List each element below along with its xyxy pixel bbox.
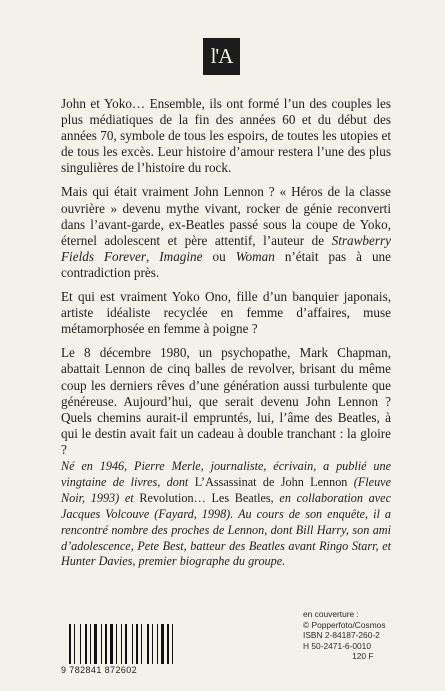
barcode-bar: [114, 624, 115, 664]
bio-text-2: (Fleuve Noir, 1993) et: [61, 474, 391, 505]
paragraph-1: John et Yoko… Ensemble, ils ont formé l’un des couples les plus médiatiques de la fin des années 60 et du début des années 70, symbole de tous les espoirs, de toutes les utopies et de tous les excès. Leur histoire d’amour restera l’une des plus singulières de l’histoire du rock.: [61, 96, 391, 176]
barcode-bar: [92, 624, 93, 664]
publisher-logo: [203, 38, 240, 75]
barcode-bar: [121, 624, 122, 664]
bio-book-title-1: L’Assassinat de John Lennon: [194, 474, 348, 489]
barcode-bar: [88, 624, 89, 664]
barcode-bar: [143, 624, 146, 664]
barcode-bar: [94, 624, 97, 664]
barcode-bar: [118, 624, 120, 664]
barcode-bar: [159, 624, 160, 664]
barcode-bar: [90, 624, 91, 664]
barcode-number: 9 782841 872602: [61, 665, 138, 675]
barcode-bar: [123, 624, 124, 664]
barcode-bar: [167, 624, 169, 664]
paragraph-3: Et qui est vraiment Yoko Ono, fille d’un banquier japonais, artiste idéaliste recyclée en femme d’affaires, muse métamorphosée en femme à poigne ?: [61, 289, 391, 337]
song-title-imagine: Imagine: [159, 248, 203, 264]
barcode-bar: [98, 624, 100, 664]
barcode-bar: [76, 624, 79, 664]
bio-text-1: Né en 1946, Pierre Merle, journaliste, écrivain, a publié une vingtaine de livres, dont: [61, 459, 391, 489]
cover-credit-photo: © Popperfoto/Cosmos: [303, 619, 386, 630]
barcode-bar: [172, 624, 173, 664]
author-bio: [61, 459, 391, 570]
barcode-bar: [150, 624, 151, 664]
paragraph-2-text-a: Mais qui était vraiment John Lennon ? « Héros de la classe ouvrière » devenu mythe vivant, rocker de génie reconverti dans l’avant-garde, ex-Beatles passé sous la coupe de Yoko, éternel adolescent et père attentif, l’auteur de: [61, 184, 391, 248]
barcode-bars: [61, 624, 177, 664]
price: 120 F: [352, 651, 374, 661]
barcode-bar: [72, 624, 73, 664]
barcode-bar: [125, 624, 127, 664]
bio-text-3: en collaboration avec Jacques Volcouve (Fayard, 1998). Au cours de son enquête, il a rencontré nombre des proches de Lennon, dont Bill Harry, son ami d’adolescence, Pete Best, batteur des Beatles avant Ringo Starr, et Hunter Davies, premier biographe du groupe.: [61, 490, 392, 569]
back-cover-text: [61, 96, 391, 466]
barcode-bar: [165, 624, 166, 664]
barcode-bar: [74, 624, 75, 664]
paragraph-2-text-b: ,: [145, 248, 160, 264]
barcode-bar: [69, 624, 71, 664]
barcode-bar: [134, 624, 135, 664]
barcode-bar: [103, 624, 104, 664]
barcode-bar: [108, 624, 109, 664]
barcode-bar: [132, 624, 133, 664]
barcode-bar: [154, 624, 156, 664]
author-bio-paragraph: [61, 459, 391, 570]
bio-book-title-2: Revolution… Les Beatles,: [139, 490, 274, 505]
barcode-bar: [174, 624, 176, 664]
paragraph-2-text-d: n’était pas à une contradiction près.: [61, 248, 392, 280]
barcode-bar: [170, 624, 171, 664]
barcode: [61, 624, 177, 675]
barcode-bar: [105, 624, 107, 664]
barcode-bar: [110, 624, 113, 664]
paragraph-2: [61, 184, 391, 281]
credits-block: [303, 609, 386, 662]
barcode-bar: [85, 624, 87, 664]
cover-credit-label: en couverture :: [303, 609, 359, 619]
paragraph-4: Le 8 décembre 1980, un psychopathe, Mark Chapman, abattait Lennon de cinq balles de revolver, brisant du même coup les derniers rêves d’une génération aussi turbulente que généreuse. Aujourd’hui, que serait devenu John Lennon ? Quels chemins aurait-il empruntés, lui, l’âme des Beatles, à qui le destin avait fait un cadeau à double tranchant : la gloire ?: [61, 345, 391, 457]
barcode-bar: [128, 624, 131, 664]
barcode-bar: [157, 624, 158, 664]
paragraph-2-text-c: ou: [202, 248, 236, 264]
barcode-bar: [101, 624, 102, 664]
barcode-bar: [152, 624, 153, 664]
isbn: ISBN 2-84187-260-2: [303, 630, 380, 640]
barcode-bar: [141, 624, 142, 664]
barcode-bar: [139, 624, 140, 664]
product-code: H 50-2471-6-0010: [303, 640, 371, 651]
barcode-bar: [80, 624, 81, 664]
barcode-bar: [161, 624, 164, 664]
barcode-bar: [136, 624, 138, 664]
barcode-bar: [116, 624, 117, 664]
barcode-bar: [82, 624, 84, 664]
song-title-woman: Woman: [235, 248, 275, 264]
barcode-bar: [147, 624, 149, 664]
publisher-logo-text: l'A: [210, 44, 233, 68]
song-title-strawberry: Strawberry Fields Forever: [61, 232, 391, 264]
